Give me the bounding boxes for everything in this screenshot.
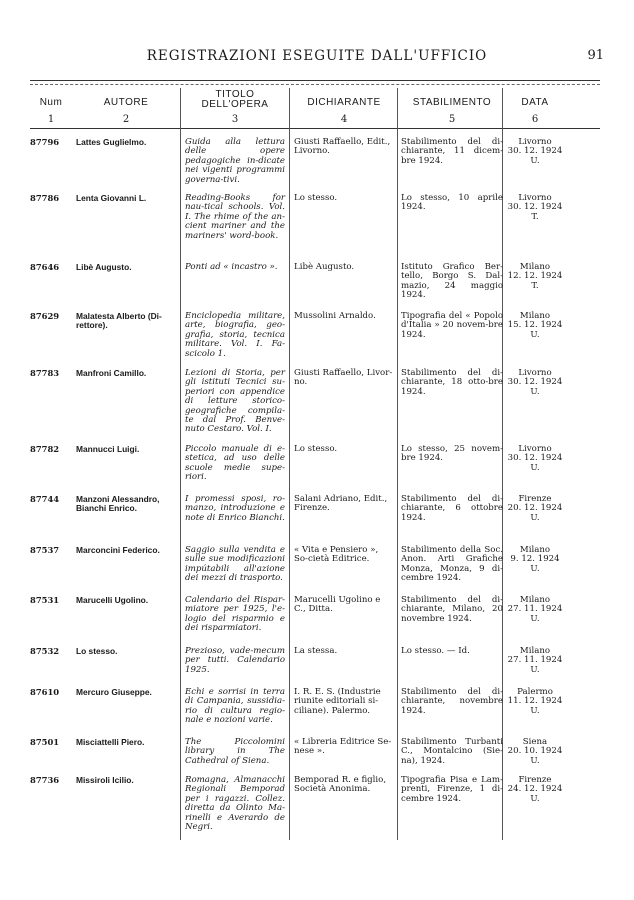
entry-author: Missiroli Icilio. — [76, 775, 134, 785]
entry-declarant: Giusti Raffaello, Edit., Livorno. — [294, 137, 391, 157]
header-bottom-rule — [30, 128, 600, 129]
entry-number: 87796 — [30, 137, 60, 147]
entry-author: Lenta Giovanni L. — [76, 193, 147, 203]
entry-title: Prezioso, vade-mecum per tutti. Calendario 1925. — [185, 646, 285, 675]
entry-date: Firenze 20. 12. 1924 U. — [507, 494, 563, 523]
entry-author: Lattes Guglielmo. — [76, 137, 147, 147]
entry-date: Firenze 24. 12. 1924 U. — [507, 775, 563, 804]
entry-author: Libè Augusto. — [76, 262, 132, 272]
column-header-establishment: STABILIMENTO — [412, 97, 492, 108]
header-top-rule — [30, 80, 600, 81]
entry-number: 87736 — [30, 775, 60, 785]
column-separator — [397, 88, 398, 840]
column-separator — [289, 88, 290, 840]
entry-establishment: Stabilimento del di-chiarante, Milano, 20 novembre 1924. — [401, 595, 503, 624]
entry-establishment: Lo stesso, 10 aprile 1924. — [401, 193, 503, 213]
entry-declarant: Bemporad R. e figlio, Società Anonima. — [294, 775, 387, 795]
entry-declarant: Lo stesso. — [294, 193, 338, 203]
entry-establishment: Stabilimento del di-chiarante, 18 otto-bre 1924. — [401, 368, 503, 397]
entry-number: 87532 — [30, 646, 60, 656]
entry-author: Mannucci Luigi. — [76, 444, 140, 454]
entry-number: 87610 — [30, 687, 60, 697]
entry-date: Livorno 30. 12. 1924 U. — [507, 137, 563, 166]
entry-date: Milano 12. 12. 1924 T. — [507, 262, 563, 291]
entry-establishment: Stabilimento del di-chiarante, 11 dicem-bre 1924. — [401, 137, 503, 166]
column-number: 3 — [231, 114, 239, 125]
entry-title: Saggio sulla vendita e sulle sue modificazioni impútabili all'azione dei mezzi di trasporto. — [185, 545, 285, 584]
entry-declarant: Salani Adriano, Edit., Firenze. — [294, 494, 388, 514]
entry-date: Livorno 30. 12. 1924 U. — [507, 444, 563, 473]
column-number: 5 — [448, 114, 456, 125]
entry-establishment: Lo stesso, 25 novem-bre 1924. — [401, 444, 503, 464]
entry-declarant: La stessa. — [294, 646, 338, 656]
entry-number: 87646 — [30, 262, 60, 272]
entry-number: 87537 — [30, 545, 60, 555]
entry-date: Siena 20. 10. 1924 U. — [507, 737, 563, 766]
page-number: 91 — [587, 48, 604, 63]
entry-number: 87783 — [30, 368, 60, 378]
column-number: 1 — [47, 114, 55, 125]
entry-title: The Piccolomini library in The Cathedral of Siena. — [185, 737, 285, 766]
entry-title: Romagna, Almanacchi Regionali Bemporad per i ragazzi. Collez. diretta da Olinto Ma-rinelli e Averardo de Negri. — [185, 775, 285, 833]
column-separator — [180, 88, 181, 840]
entry-title: Ponti ad « incastro ». — [185, 262, 278, 272]
entry-title: Calendario del Rispar-miatore per 1925, l'e-logio del risparmio e dei risparmiatori. — [185, 595, 285, 634]
entry-author: Manzoni Alessandro, Bianchi Enrico. — [76, 494, 160, 514]
entry-declarant: « Libreria Editrice Se-nese ». — [294, 737, 392, 757]
entry-number: 87629 — [30, 311, 60, 321]
column-header-author: AUTORE — [103, 97, 149, 108]
entry-declarant: Giusti Raffaello, Livor-no. — [294, 368, 393, 388]
column-header-title: TITOLO DELL'OPERA — [201, 89, 269, 110]
column-number: 2 — [122, 114, 130, 125]
running-head — [30, 48, 604, 68]
entry-declarant: Marucelli Ugolino e C., Ditta. — [294, 595, 381, 615]
entry-number: 87501 — [30, 737, 60, 747]
entry-establishment: Tipografia del « Popolo d'Italia » 20 novem-bre 1924. — [401, 311, 503, 340]
entry-date: Milano 27. 11. 1924 U. — [507, 646, 563, 675]
entry-declarant: « Vita e Pensiero », So-cietà Editrice. — [294, 545, 379, 565]
entry-title: Piccolo manuale di e-stetica, ad uso delle scuole medie supe-riori. — [185, 444, 285, 483]
running-title: REGISTRAZIONI ESEGUITE DALL'UFFICIO — [146, 48, 488, 64]
column-header-date: DATA — [521, 97, 549, 108]
entry-date: Palermo 11. 12. 1924 U. — [507, 687, 563, 716]
entry-title: Lezioni di Storia, per gli istituti Tecnici su-periori con appendice di letture storico-geografiche compila-te dal Prof. Benve-nuto Cestaro. Vol. I. — [185, 368, 285, 435]
entry-title: Enciclopedia militare, arte, biografia, geo-grafia, storia, tecnica militare. Vol. I. Fa-scicolo 1. — [185, 311, 285, 359]
entry-author: Mercuro Giuseppe. — [76, 687, 152, 697]
entry-establishment: Stabilimento del di-chiarante, 6 ottobre 1924. — [401, 494, 503, 523]
entry-title: Echi e sorrisi in terra di Campania, sussidia-rio di cultura regio-nale e nozioni varie. — [185, 687, 285, 726]
column-header-num: Num — [39, 97, 63, 108]
entry-date: Milano 15. 12. 1924 U. — [507, 311, 563, 340]
entry-declarant: I. R. E. S. (Industrie riunite editoriali si-ciliane). Palermo. — [294, 687, 381, 716]
entry-declarant: Mussolini Arnaldo. — [294, 311, 376, 321]
entry-establishment: Tipografia Pisa e Lam-prenti, Firenze, 1 di-cembre 1924. — [401, 775, 503, 804]
entry-title: Reading-Books for nau-tical schools. Vol. I. The rhime of the an-cient mariner and the mariners' word-book. — [185, 193, 285, 241]
column-number: 6 — [531, 114, 539, 125]
entry-establishment: Stabilimento Turbanti C., Montalcino (Sie-na), 1924. — [401, 737, 503, 766]
entry-establishment: Stabilimento della Soc. Anon. Arti Grafiche Monza, Monza, 9 di-cembre 1924. — [401, 545, 503, 584]
entry-author: Marucelli Ugolino. — [76, 595, 149, 605]
entry-title: I promessi sposi, ro-manzo, introduzione e note di Enrico Bianchi. — [185, 494, 285, 523]
entry-author: Misciattelli Piero. — [76, 737, 145, 747]
entry-author: Manfroni Camillo. — [76, 368, 147, 378]
entry-number: 87782 — [30, 444, 60, 454]
entry-author: Marconcini Federico. — [76, 545, 160, 555]
entry-date: Livorno 30. 12. 1924 U. — [507, 368, 563, 397]
entry-establishment: Lo stesso. — Id. — [401, 646, 470, 656]
entry-establishment: Istituto Grafico Ber-tello, Borgo S. Dal-mazio, 24 maggio 1924. — [401, 262, 503, 301]
entry-date: Livorno 30. 12. 1924 T. — [507, 193, 563, 222]
entry-declarant: Lo stesso. — [294, 444, 338, 454]
entry-number: 87744 — [30, 494, 60, 504]
entry-declarant: Libè Augusto. — [294, 262, 355, 272]
entry-author: Lo stesso. — [76, 646, 118, 656]
entry-author: Malatesta Alberto (Di-rettore). — [76, 311, 162, 331]
entry-number: 87531 — [30, 595, 60, 605]
entry-establishment: Stabilimento del di-chiarante, novembre 1924. — [401, 687, 503, 716]
entry-date: Milano 9. 12. 1924 U. — [510, 545, 560, 574]
entry-date: Milano 27. 11. 1924 U. — [507, 595, 563, 624]
entry-number: 87786 — [30, 193, 60, 203]
column-header-declarant: DICHIARANTE — [307, 97, 381, 108]
header-top-rule-dashed — [30, 84, 600, 85]
entry-title: Guida alla lettura delle opere pedagogiche in-dicate nei vigenti programmi governa-tivi. — [185, 137, 285, 185]
column-number: 4 — [340, 114, 348, 125]
